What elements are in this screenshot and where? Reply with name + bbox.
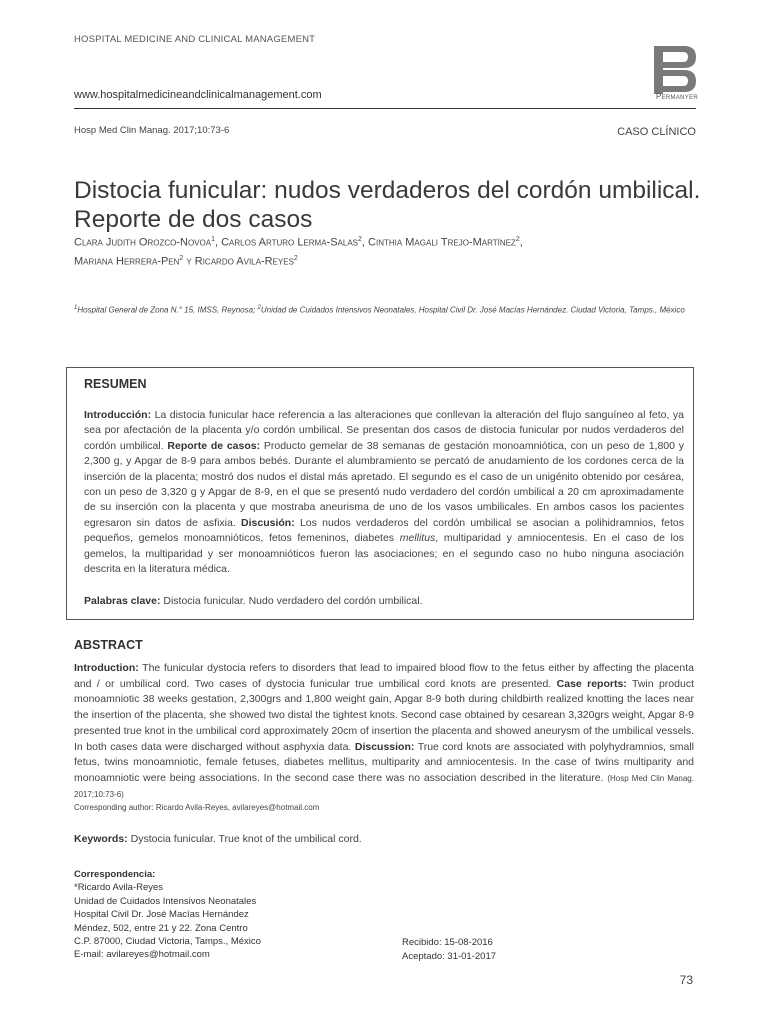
keywords-label: Keywords: xyxy=(74,833,128,845)
abstract-intro-text: The funicular dystocia refers to disorders that lead to impaired blood flow to the fetus either by affecting the placenta and / or umbilical cord. Two cases of dystocia funicular true umbilical cord knots are presented. xyxy=(74,662,694,690)
resumen-discussion-label: Discusión: xyxy=(241,516,295,529)
affiliation-text: Hospital General de Zona N.° 15, IMSS, Reynosa; xyxy=(77,305,258,315)
keywords-text: Dystocia funicular. True knot of the umbilical cord. xyxy=(127,833,362,845)
author-affiliation-sup: 2 xyxy=(179,254,184,262)
abstract-discussion-text: True cord knots are associated with polyhydramnios, small fetus, twins monoamniotic, female fetuses, diabetes mellitus, multiparity and amniocentesis. In the case of twins multiparity and monoamniotic were being associations. In the second case there was no association described in the literature. xyxy=(74,740,694,784)
author-name: Clara Judith Orozco-Novoa xyxy=(74,236,212,249)
resumen-heading: RESUMEN xyxy=(84,377,147,391)
resumen-discussion-italic: mellitus xyxy=(399,532,436,545)
author-list xyxy=(74,232,714,269)
abstract-body xyxy=(74,661,694,802)
accepted-date: Aceptado: 31-01-2017 xyxy=(402,951,497,962)
correspondence-heading: Correspondencia: xyxy=(74,869,156,880)
author-separator: , xyxy=(214,236,222,249)
author-affiliation-sup: 2 xyxy=(515,236,520,243)
author-name: Ricardo Avila-Reyes xyxy=(194,255,294,268)
affiliations xyxy=(74,305,714,315)
author-affiliation-sup: 2 xyxy=(358,236,362,243)
correspondence-line: Unidad de Cuidados Intensivos Neonatales xyxy=(74,895,257,907)
journal-name: HOSPITAL MEDICINE AND CLINICAL MANAGEMENT xyxy=(74,34,316,45)
affiliation-sup: 1 xyxy=(74,305,78,311)
resumen-body xyxy=(84,408,684,577)
correspondence-line: C.P. 87000, Ciudad Victoria, Tamps., México xyxy=(74,936,261,948)
palabras-clave-text: Distocia funicular. Nudo verdadero del cordón umbilical. xyxy=(160,595,423,607)
author-affiliation-sup: 1 xyxy=(211,236,215,243)
abstract-discussion-label: Discussion: xyxy=(354,740,415,753)
palabras-clave-label: Palabras clave: xyxy=(84,595,161,607)
correspondence-line: Hospital Civil Dr. José Macías Hernández xyxy=(74,909,249,921)
author-name: Carlos Arturo Lerma-Salas xyxy=(221,236,359,249)
author-name: Cinthia Magali Trejo-Martínez xyxy=(368,236,516,249)
author-separator: , xyxy=(361,236,369,249)
palabras-clave xyxy=(84,595,684,607)
publisher-name: Permanyer xyxy=(655,92,699,101)
abstract-citation: (Hosp Med Clin Manag. 2017;10:73-6) xyxy=(74,773,694,799)
corresponding-author: Corresponding author: Ricardo Avila-Reyes, avilareyes@hotmail.com xyxy=(74,803,320,812)
correspondence-line: *Ricardo Avila-Reyes xyxy=(74,882,164,894)
affiliation-sup: 2 xyxy=(257,305,261,311)
resumen-cases-label: Reporte de casos: xyxy=(167,439,261,452)
abstract-heading: ABSTRACT xyxy=(74,638,143,652)
resumen-discussion-text: Los nudos verdaderos del cordón umbilical se asocian a polihidramnios, fetos pequeños, gemelos monoamnióticos, fetos femeninos, diabetes xyxy=(84,516,685,545)
author-separator: , xyxy=(519,236,523,249)
correspondence-email[interactable]: E-mail: avilareyes@hotmail.com xyxy=(74,949,210,961)
section-type: CASO CLÍNICO xyxy=(617,126,696,138)
citation: Hosp Med Clin Manag. 2017;10:73-6 xyxy=(74,125,230,136)
page-number: 73 xyxy=(679,973,693,987)
abstract-cases-label: Case reports: xyxy=(556,677,627,690)
article-dates xyxy=(402,936,496,964)
affiliation-text: Unidad de Cuidados Intensivos Neonatales, Hospital Civil Dr. José Macías Hernández. Ciudad Victoria, Tamps., México xyxy=(260,305,685,315)
keywords xyxy=(74,833,362,845)
author-name: Mariana Herrera-Pen xyxy=(74,255,180,268)
article-title: Distocia funicular: nudos verdaderos del cordón umbilical. Reporte de dos casos xyxy=(74,177,701,233)
resumen-discussion-text-end: , multiparidad y amniocentesis. En el caso de los gemelos, la multiparidad y ser monoamnióticos fueron las asociaciones; en el segundo caso no hubo ninguna asociación descrita en la literatura médica. xyxy=(84,532,684,576)
abstract-cases-text: Twin product monoamniotic 38 weeks gestation, 2,300grs and 1,800 weight gain, Apgar 8-9 both during childbirth realized knotting the laces near the insertion of the placenta, she showed two distal the tightest knots. Second case obtained by cesarean 3,320grs weight, Apgar 8-9 presented true knot in the umbilical cord approximately 20cm of insertion the placenta and showed aneurysm of the umbilical vessels. In both cases data were discharged without asphyxia data. xyxy=(74,677,694,753)
received-date: Recibido: 15-08-2016 xyxy=(402,937,493,948)
abstract-intro-label: Introduction: xyxy=(74,662,139,674)
resumen-cases-text: Producto gemelar de 38 semanas de gestación monoamniótica, con un peso de 1,800 y 2,300 g, y Apgar de 8-9 para ambos bebés. Durante el alumbramiento se percató de anudamiento de los cordones cerca de la inserción de la placenta; mostró dos nudos el distal más apretado. El segundo es el caso de un unigénito obtenido por cesárea, con un peso de 3,320 g y Apgar de 8-9, en el que se presentó nudo verdadero del cordón umbilical a 20 cm aproximadamente de su inserción con la placenta y que mostraba aneurisma de uno de los vasos umbilicales. En ambos casos los pacientes egresaron sin datos de asfixia. xyxy=(84,439,684,529)
journal-website-link[interactable]: www.hospitalmedicineandclinicalmanagement.com xyxy=(74,89,322,101)
header-divider xyxy=(74,108,696,109)
author-separator: y xyxy=(183,255,195,268)
author-affiliation-sup: 2 xyxy=(293,254,298,262)
resumen-intro-label: Introducción: xyxy=(84,409,152,421)
resumen-intro-text: La distocia funicular hace referencia a las alteraciones que conllevan la alteración del flujo sanguíneo al feto, ya sea por afectación de la placenta y/o cordón umbilical. Se presentan dos casos de distocia funicular por nudos verdaderos del cordón umbilical. xyxy=(84,409,684,452)
correspondence-line: Méndez, 502, entre 21 y 22. Zona Centro xyxy=(74,922,248,934)
correspondence-block xyxy=(74,868,261,962)
